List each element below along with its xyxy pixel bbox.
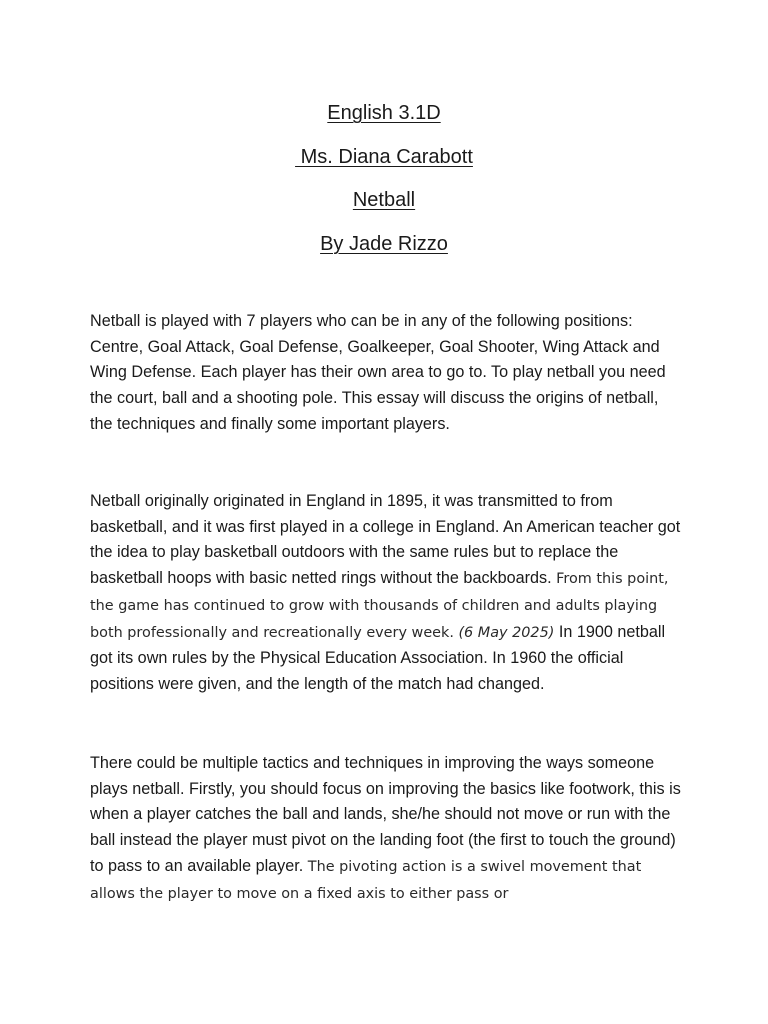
paragraph-text: In 1900 netball got its own rules by the Physical Education Association. In 1960 the official positions were given, and the length of the match had changed. <box>90 622 666 693</box>
teacher-name: Ms. Diana Carabott <box>295 145 473 168</box>
paragraph-techniques <box>90 751 685 907</box>
author-name: By Jade Rizzo <box>320 232 448 255</box>
paragraph-introduction <box>90 309 685 438</box>
paragraph-text: There could be multiple tactics and techniques in improving the ways someone plays netball. Firstly, you should focus on improving the basics like footwork, this is when a player catches the ball and lands, she/he should not move or run with the ball instead the player must pivot on the landing foot (the first to touch the ground) to pass to an available player. <box>90 754 681 875</box>
document-header <box>0 92 768 266</box>
quoted-text: The pivoting action is a swivel movement that allows the player to move on a fixed axis to either pass or <box>90 858 642 902</box>
essay-title: Netball <box>352 189 416 211</box>
paragraph-origins <box>90 489 685 698</box>
paragraph-text: Netball is played with 7 players who can be in any of the following positions: Centre, Goal Attack, Goal Defense, Goalkeeper, Goal Shooter, Wing Attack and Wing Defense. Each player has their own area to go to. To play netball you need the court, ball and a shooting pole. This essay will discuss the origins of netball, the techniques and finally some important players. <box>90 312 666 433</box>
quoted-text: From this point, the game has continued to grow with thousands of children and adults playing both professionally and recreationally every week. <box>90 571 669 641</box>
paragraph-text: Netball originally originated in England in 1895, it was transmitted to from basketball, and it was first played in a college in England. An American teacher got the idea to play basketball outdoors with the same rules but to replace the basketball hoops with basic netted rings without the backboards. <box>90 492 681 588</box>
course-title: English 3.1D <box>327 102 441 124</box>
citation: (6 May 2025) <box>458 624 555 641</box>
